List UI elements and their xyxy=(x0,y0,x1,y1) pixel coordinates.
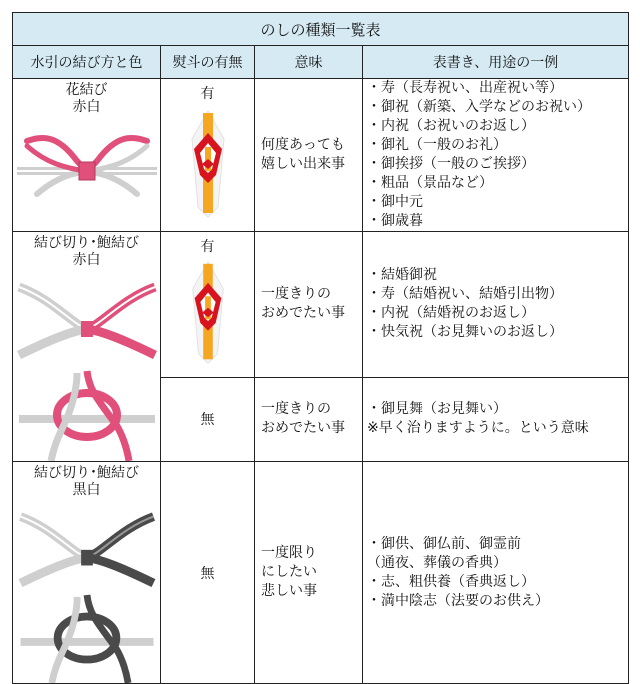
table-row-musubikiri-black xyxy=(13,462,629,684)
uses-cell-row2a xyxy=(363,232,629,378)
noshi-table-wrapper xyxy=(12,12,628,666)
meaning-cell-row2a xyxy=(255,232,363,378)
use-item: ・志、粗供養（香典返し） xyxy=(367,573,535,590)
noshi-types-table xyxy=(12,12,629,684)
use-item: ・快気祝（お見舞いのお返し） xyxy=(367,324,563,341)
header-uses: 表書き、用途の一例 xyxy=(363,46,629,79)
meaning-line: 何度あっても xyxy=(261,137,345,153)
mizuhiki-label: 結び切り･鮑結び xyxy=(34,235,139,251)
mizuhiki-cell-hanamusubi xyxy=(13,79,161,232)
use-item: ・粗品（景品など） xyxy=(367,175,493,191)
table-title: のしの種類一覧表 xyxy=(13,13,629,46)
meaning-line: にしたい xyxy=(261,564,317,580)
use-item: ・内祝（結婚祝のお返し） xyxy=(367,305,535,322)
use-item: ・御中元 xyxy=(367,194,423,210)
noshi-ornament-icon xyxy=(188,260,228,365)
meaning-line: 悲しい事 xyxy=(261,583,317,599)
meaning-cell-row1 xyxy=(255,79,363,232)
mizuhiki-cell-musubikiri-red xyxy=(13,232,161,462)
meaning-line: 一度限り xyxy=(261,545,317,561)
noshi-ornament-icon xyxy=(188,109,228,219)
header-noshi: 熨斗の有無 xyxy=(161,46,255,79)
mizuhiki-color-label: 赤白 xyxy=(72,252,101,268)
use-item: ・結婚御祝 xyxy=(367,267,437,284)
use-item: ・寿（長寿祝い、出産祝い等） xyxy=(367,80,563,96)
header-meaning: 意味 xyxy=(255,46,363,79)
mizuhiki-cell-musubikiri-black xyxy=(13,462,161,684)
noshi-cell-row2a xyxy=(161,232,255,378)
musubikiri-red-white-icon xyxy=(17,269,157,359)
table-row-hanamusubi xyxy=(13,79,629,232)
musubikiri-black-white-icon xyxy=(17,499,157,587)
noshi-present-label: 有 xyxy=(200,86,215,102)
meaning-line: おめでたい事 xyxy=(261,305,345,322)
noshi-cell-row3: 無 xyxy=(161,462,255,684)
use-item: ・御歳暮 xyxy=(367,213,423,229)
use-item: ※早く治りますように。という意味 xyxy=(367,420,589,437)
uses-cell-row3 xyxy=(363,462,629,684)
mizuhiki-color-label: 黒白 xyxy=(72,482,101,498)
use-item: ・御見舞（お見舞い） xyxy=(367,401,507,418)
awabimusubi-black-white-icon xyxy=(17,593,157,683)
meaning-line: 一度きりの xyxy=(261,286,331,303)
header-mizuhiki: 水引の結び方と色 xyxy=(13,46,161,79)
use-item: ・御供、御仏前、御霊前 xyxy=(367,535,521,552)
awabimusubi-red-white-icon xyxy=(17,369,157,461)
use-item: ・御祝（新築、入学などのお祝い） xyxy=(367,99,591,115)
noshi-present-label: 有 xyxy=(200,239,215,255)
mizuhiki-label: 花結び xyxy=(65,82,108,98)
use-item: ・御挨拶（一般のご挨拶） xyxy=(367,156,535,172)
use-item: ・寿（結婚祝い、結婚引出物） xyxy=(367,286,563,303)
use-item: ・満中陰志（法要のお供え） xyxy=(367,592,549,609)
meaning-cell-row3 xyxy=(255,462,363,684)
uses-cell-row1 xyxy=(363,79,629,232)
meaning-line: おめでたい事 xyxy=(261,420,345,437)
uses-cell-row2b xyxy=(363,377,629,461)
hanamusubi-red-white-icon xyxy=(17,116,157,216)
noshi-cell-row1 xyxy=(161,79,255,232)
meaning-line: 一度きりの xyxy=(261,401,331,418)
mizuhiki-label: 結び切り･鮑結び xyxy=(34,465,139,481)
meaning-cell-row2b xyxy=(255,377,363,461)
noshi-cell-row2b: 無 xyxy=(161,377,255,461)
use-item: ・御礼（一般のお礼） xyxy=(367,137,507,153)
table-row-musubikiri-red-a xyxy=(13,232,629,378)
use-item: （通夜、葬儀の香典） xyxy=(367,554,507,571)
mizuhiki-color-label: 赤白 xyxy=(72,99,101,115)
meaning-line: 嬉しい出来事 xyxy=(261,156,345,172)
use-item: ・内祝（お祝いのお返し） xyxy=(367,118,535,134)
